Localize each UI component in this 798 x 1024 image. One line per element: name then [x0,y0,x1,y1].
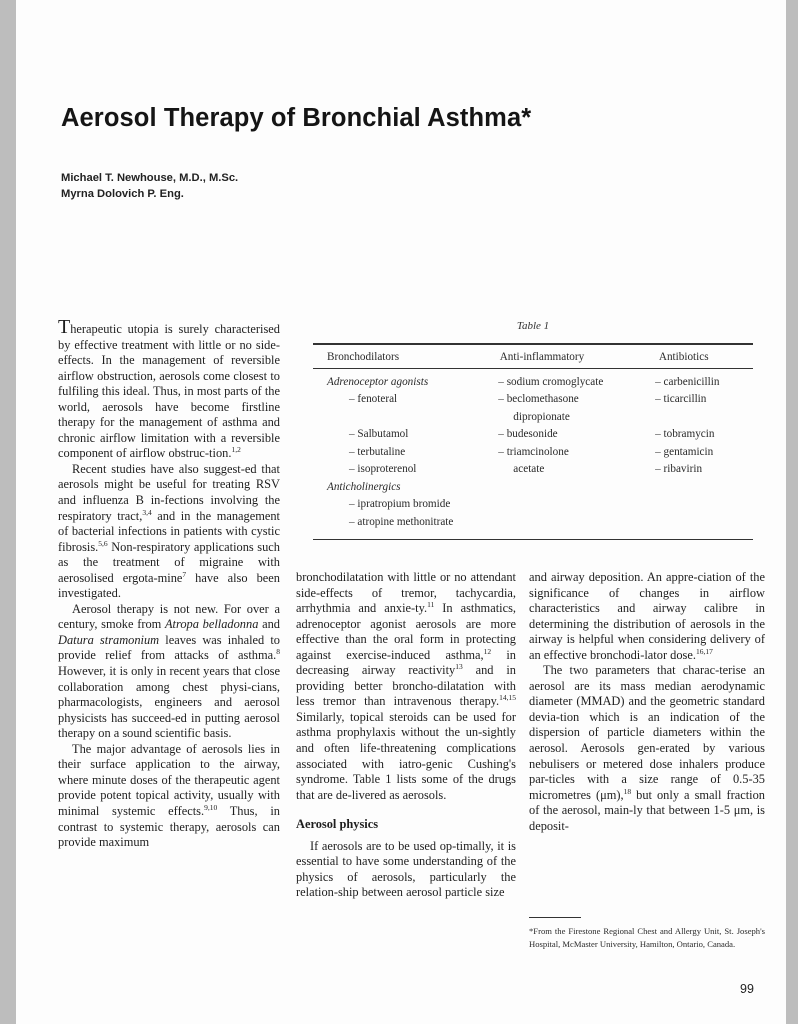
citation: 3,4 [142,507,152,517]
drug-item: – triamcinolone [498,444,645,462]
table-caption: Table 1 [516,320,550,332]
paragraph: bronchodilatation with little or no attendant side-effects of tremor, tachycardia, arrhythmia and anxie-ty.$^{11}$ In asthmatics, adrenoceptor agonist aerosols are more effective than the oral form in protecting against exercise-induced asthma,$^{12}$ in decreasing airway reactivity$^{13}$ and in providing better broncho-dilatation with less tremor than intravenous therapy.$^{14,15}$ Similarly, topical steroids can be used for asthma prophylaxis without the un-sightly and often life-threatening complications associated with iatro-genic Cushing's syndrome. Table 1 lists some of the drugs that are de-livered as aerosols. [296,570,516,802]
citation: 16,17 [695,646,713,656]
page-number: 99 [740,982,754,996]
drug-item: – terbutaline [327,444,498,462]
citation: 13 [455,662,463,672]
drug-item: – carbenicillin [655,374,753,392]
column-header: Antibiotics [658,350,709,363]
document-page [16,0,786,1024]
drug-item: – budesonide [498,426,645,444]
bronchodilators-cell [313,374,498,532]
drug-group: Adrenoceptor agonists [327,375,429,388]
column-header: Bronchodilators [327,350,400,363]
citation: 12 [483,646,492,656]
paragraph: Therapeutic utopia is surely characterised by effective treatment with little or no side-effects. In the management of reversible airflow obstruction, aerosols come closest to fulfiling this ideal. Thus, in most parts of the world, aerosols have become firstline therapy for the management of asthma and chronic airflow limitation with a reversible component of airflow obstruc-tion.$^{1,2}$ [58,316,280,461]
section-heading: Aerosol physics [296,817,379,832]
drug-item: – ticarcillin [655,391,753,409]
drug-table [313,343,753,540]
drug-item: – Salbutamol [327,426,498,444]
text-column-3 [529,570,765,834]
drug-item: – sodium cromoglycate [498,374,645,392]
drug-group: Anticholinergics [327,480,401,493]
paragraph: If aerosols are to be used op-timally, it is essential to have some understanding of the physics of aerosols, particularly the relation-ship between aerosol particle size [296,838,516,900]
drug-item: – atropine methonitrate [327,514,498,532]
citation: 5,6 [98,538,108,548]
citation: 1,2 [231,445,241,455]
author-2: Myrna Dolovich P. Eng. [61,188,184,200]
paragraph: The major advantage of aerosols lies in their surface application to the airway, where minute doses of the therapeutic agent provide potent topical activity, usually with minimal systemic effects.$^{9,10}$ Thus, in contrast to systemic therapy, aerosols can provide maximum [58,741,280,850]
paragraph: and airway deposition. An appre-ciation of the significance of changes in airflow characteristics and airway calibre in determining the distribution of aerosols in the airway is helpful when considering delivery of an effective bronchodi-lator dose.$^{16,17}$ [529,570,765,662]
article-title: Aerosol Therapy of Bronchial Asthma* [61,104,532,132]
author-list [61,170,238,202]
drug-item: – tobramycin [655,426,753,444]
column-header: Anti-inflammatory [499,350,585,363]
paragraph: Aerosol therapy is not new. For over a century, smoke from Atropa belladonna and Datura stramonium leaves was inhaled to provide relief from attacks of asthma.$^8$ However, it is only in recent years that close collaboration among chest physi-cians, pharmacologists, engineers and aerosol physicists has succeed-ed in putting aerosol therapy on a sound scientific basis. [58,601,280,741]
drug-item: – ribavirin [655,461,753,479]
citation: 8 [276,647,280,657]
drug-item-continued: acetate [513,463,545,475]
drug-item: – gentamicin [655,444,753,462]
table-header-row [313,345,753,368]
drug-item: – isoproterenol [327,461,498,479]
text-column-1 [58,316,280,851]
antibiotics-cell [645,374,753,532]
citation: 9,10 [204,802,218,812]
paragraph: Recent studies have also suggest-ed that aerosols might be useful for treating RSV and influenza B in-fections involving the respiratory tract,$^{3,4}$ and in the management of bacterial infections in patients with cystic fibrosis.$^{5,6}$ Non-respiratory applications such as the treatment of migraine with aerosolised ergota-mine$^7$ have also been investigated. [58,461,280,601]
footnote-divider [529,917,581,918]
drug-item: – beclomethasone [498,391,645,409]
table-body [313,369,753,540]
anti-inflammatory-cell [498,374,645,532]
author-1: Michael T. Newhouse, M.D., M.Sc. [61,172,239,184]
citation: 11 [427,600,435,610]
citation: 14,15 [499,693,516,703]
drop-cap: T [58,316,71,338]
drug-item: – ipratropium bromide [327,496,498,514]
text-column-2 [296,570,516,901]
paragraph: The two parameters that charac-terise an aerosol are its mass median aerodynamic diameter (MMAD) and the geometric standard devia-tion which is an indication of the dispersion of particle diameters within the aerosol. Aerosols gen-erated by various nebulisers or metered dose inhalers produce par-ticles with a size range of 0.5-35 micrometres (μm),$^{18}$ but only a small fraction of the aerosol, main-ly that between 1-5 μm, is deposit- [529,663,765,833]
footnote: *From the Firestone Regional Chest and Allergy Unit, St. Joseph's Hospital, McMaster University, Hamilton, Ontario, Canada. [529,926,765,949]
drug-item-continued: dipropionate [513,410,570,423]
table-bottom-rule [313,539,753,540]
drug-item: – fenoteral [327,391,498,409]
citation: 18 [623,786,632,796]
citation: 7 [182,569,187,579]
